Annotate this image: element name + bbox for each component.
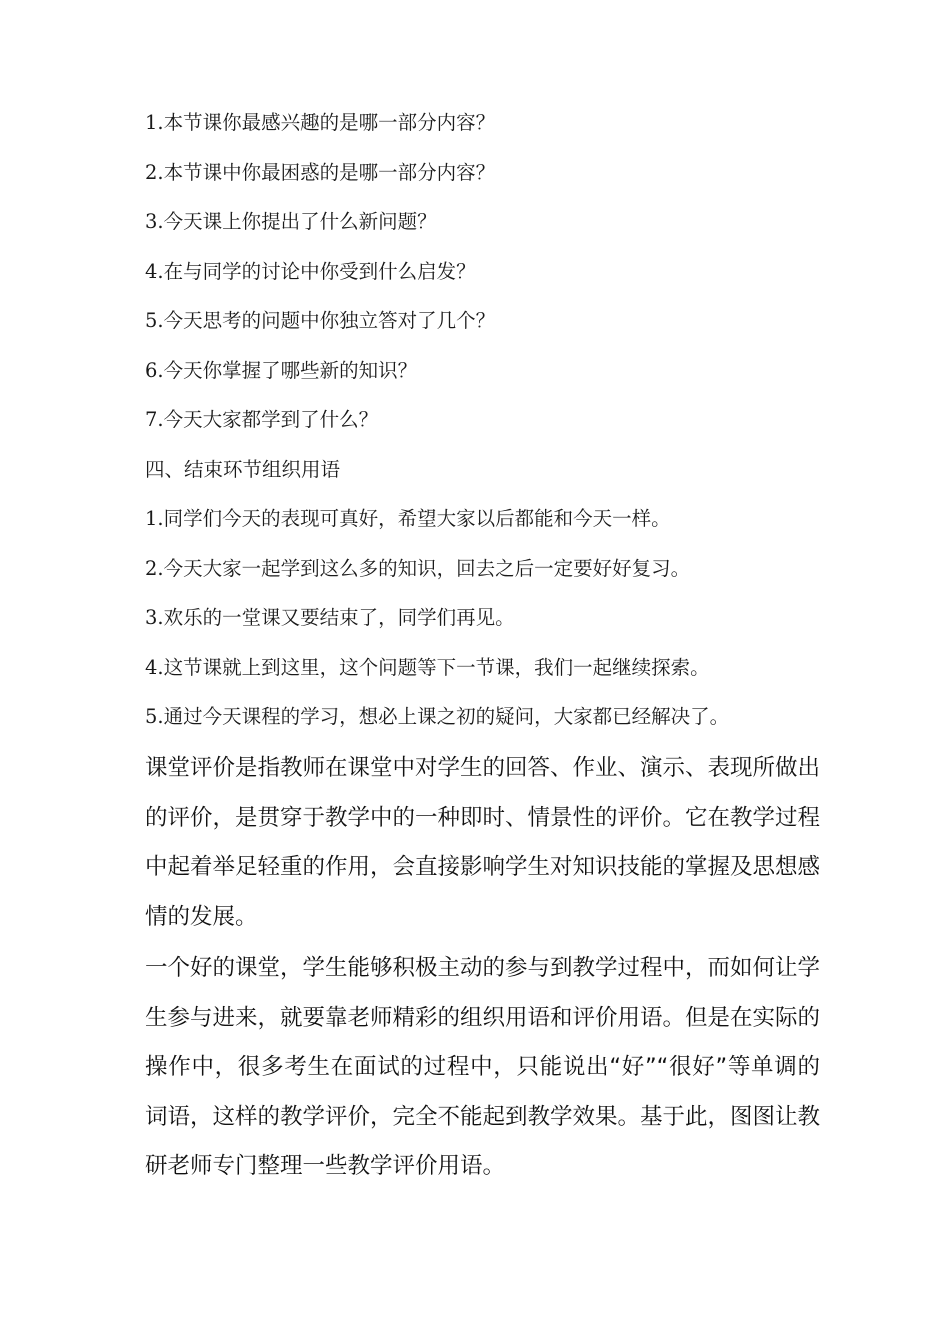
list-item: 1.本节课你最感兴趣的是哪一部分内容？ xyxy=(145,111,496,134)
section-heading: 四、结束环节组织用语 xyxy=(145,457,341,481)
list-item: 7.今天大家都学到了什么？ xyxy=(145,408,379,431)
list-item: 2.本节课中你最困惑的是哪一部分内容？ xyxy=(145,160,496,184)
list-item: 2.今天大家一起学到这么多的知识，回去之后一定要好好复习。 xyxy=(145,556,691,580)
list-item: 1.同学们今天的表现可真好，希望大家以后都能和今天一样。 xyxy=(145,507,671,530)
list-item: 3.欢乐的一堂课又要结束了，同学们再见。 xyxy=(145,606,515,629)
list-item: 5.今天思考的问题中你独立答对了几个？ xyxy=(145,309,496,332)
list-item: 4.在与同学的讨论中你受到什么启发？ xyxy=(145,259,476,283)
list-item: 4.这节课就上到这里，这个问题等下一节课，我们一起继续探索。 xyxy=(145,655,710,679)
list-item: 6.今天你掌握了哪些新的知识？ xyxy=(145,358,418,382)
body-paragraph: 课堂评价是指教师在课堂中对学生的回答、作业、演示、表现所做出的评价，是贯穿于教学中的一种即时、情景性的评价。它在教学过程中起着举足轻重的作用，会直接影响学生对知识技能的掌握及思想感情的发展。 xyxy=(145,755,821,930)
body-paragraph: 一个好的课堂，学生能够积极主动的参与到教学过程中，而如何让学生参与进来，就要靠老师精彩的组织用语和评价用语。但是在实际的操作中，很多考生在面试的过程中，只能说出“好”“很好”等单调的词语，这样的教学评价，完全不能起到教学效果。基于此，图图让教研老师专门整理一些教学评价用语。 xyxy=(145,955,821,1179)
question-list xyxy=(145,104,845,748)
list-item: 3.今天课上你提出了什么新问题？ xyxy=(145,210,437,233)
list-item: 5.通过今天课程的学习，想必上课之初的疑问，大家都已经解决了。 xyxy=(145,705,730,728)
